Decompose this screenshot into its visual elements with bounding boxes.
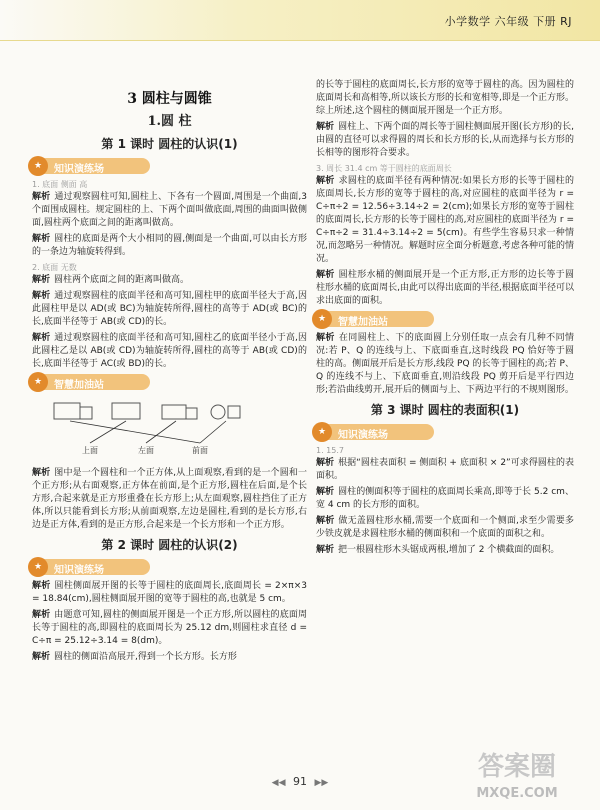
analysis-tag: 解析: [316, 458, 335, 468]
page-header: [0, 0, 600, 41]
view-label-left: 左面: [138, 446, 154, 455]
page-number: 91: [293, 775, 307, 788]
match-line: [70, 421, 200, 443]
analysis-tag: 解析: [316, 545, 335, 555]
analysis-paragraph: [32, 191, 307, 230]
analysis-paragraph: [316, 175, 574, 266]
star-icon: ★: [312, 422, 332, 442]
star-icon: ★: [28, 372, 48, 392]
analysis-text: 通过观察圆柱的底面半径和高可知,圆柱乙的底面半径小于高,因此圆柱乙是以 AB(或 CD)为轴旋转所得,圆柱的高等于 AB(或 CD)的长,底面半径等于 AC(或 BD)的长。: [32, 333, 307, 369]
analysis-text: 圆柱上、下两个面的周长等于圆柱侧面展开图(长方形)的长,由圆的直径可以求得圆的周长和长方形的长,从而选择与长方形的长相等的图形符合要求。: [316, 122, 574, 158]
analysis-tag: 解析: [316, 516, 335, 526]
analysis-tag: 解析: [316, 487, 335, 497]
analysis-text: 圆柱的侧面沿高展开,得到一个长方形。长方形: [54, 652, 237, 662]
analysis-paragraph: [32, 651, 307, 664]
answer-line: 1. 15.7: [316, 446, 344, 455]
match-line: [200, 421, 226, 443]
analysis-text: 圆柱侧面展开图的长等于圆柱的底面周长,底面周长 = 2×π×3 = 18.84(cm),圆柱侧面展开图的宽等于圆柱的高,也就是 5 cm。: [32, 581, 307, 604]
analysis-text: 根据“圆柱表面积 = 侧面积 + 底面积 × 2”可求得圆柱的表面积。: [316, 458, 574, 481]
prev-arrow-icon: ◀◀: [271, 778, 286, 788]
answer-line: 3. 周长 31.4 cm 等于圆柱的底面周长: [316, 164, 452, 173]
next-arrow-icon: ▶▶: [314, 778, 329, 788]
banner-label: 智慧加油站: [338, 317, 388, 328]
analysis-text: 通过观察圆柱的底面半径和高可知,圆柱甲的底面半径大于高,因此圆柱甲是以 AD(或 BC)为轴旋转所得,圆柱的高等于 AD(或 BC)的长,底面半径等于 AB(或 CD)的长。: [32, 291, 307, 327]
analysis-paragraph: [316, 515, 574, 541]
unit-title: 3 圆柱与圆锥: [127, 91, 212, 107]
analysis-paragraph: [32, 609, 307, 648]
analysis-paragraph: [316, 544, 574, 557]
analysis-tag: 解析: [32, 291, 51, 301]
analysis-tag: 解析: [32, 652, 51, 662]
answer-line: 2. 底面 无数: [32, 263, 77, 272]
match-line: [146, 421, 176, 443]
banner-wisdom-1: [32, 374, 150, 390]
analysis-tag: 解析: [316, 270, 335, 280]
lesson-title-2: 第 2 课时 圆柱的认识(2): [101, 538, 238, 552]
star-icon: ★: [312, 309, 332, 329]
analysis-paragraph: [316, 457, 574, 483]
banner-label: 知识演练场: [54, 565, 104, 576]
analysis-paragraph: [316, 332, 574, 397]
analysis-tag: 解析: [32, 468, 51, 478]
banner-label: 知识演练场: [338, 430, 388, 441]
analysis-paragraph: [32, 233, 307, 259]
analysis-tag: 解析: [316, 333, 335, 343]
banner-knowledge-3: [316, 424, 434, 440]
analysis-tag: 解析: [32, 333, 51, 343]
analysis-text: 由题意可知,圆柱的侧面展开图是一个正方形,所以圆柱的底面周长等于圆柱的高,即圆柱的底面周长为 25.12 dm,则圆柱求直径 d = C÷π = 25.12÷3.14 = 8(dm)。: [32, 610, 307, 646]
answer-line: 1. 底面 侧面 高: [32, 180, 88, 189]
analysis-text: 通过观察圆柱可知,圆柱上、下各有一个圆面,周围是一个曲面,3 个面围成圆柱。规定圆柱的上、下两个面叫做底面,周围的曲面叫做侧面,圆柱两个底面之间的距离叫做高。: [32, 192, 307, 228]
analysis-tag: 解析: [32, 234, 51, 244]
shape-circle: [211, 405, 225, 419]
banner-knowledge-1: [32, 158, 150, 174]
analysis-paragraph: [32, 580, 307, 606]
analysis-text: 在同圆柱上、下的底面圆上分别任取一点会有几种不同情况:若 P、Q 的连线与上、下底面垂直,这时线段 PQ 恰好等于圆柱的高。侧面展开后是长方形,线段 PQ 的长等于圆柱的高;若 P、Q 的连线不与上、下底面垂直,则沿线段 PQ 剪开后是平行四边形;若沿曲线剪开,展开后的侧面与上、下两边平行的不规则图形。: [316, 333, 574, 395]
analysis-paragraph: [316, 269, 574, 308]
analysis-text: 圆柱形水桶的侧面展开是一个正方形,正方形的边长等于圆柱形水桶的底面周长,由此可以得出底面的半径,根据底面半径可以求出底面的面积。: [316, 270, 574, 306]
star-icon: ★: [28, 557, 48, 577]
lesson-title-1: 第 1 课时 圆柱的认识(1): [101, 137, 238, 151]
analysis-tag: 解析: [316, 122, 335, 132]
analysis-tag: 解析: [316, 176, 335, 186]
left-column: [32, 88, 307, 667]
analysis-tag: 解析: [32, 192, 51, 202]
view-label-top: 上面: [82, 446, 98, 455]
analysis-text: 做无盖圆柱形水桶,需要一个底面和一个侧面,求至少需要多少铁皮就是求圆柱形水桶的侧面积和一个底面的面积之和。: [316, 516, 574, 539]
watermark-url: MXQE.COM: [476, 786, 558, 801]
lesson-title-3: 第 3 课时 圆柱的表面积(1): [370, 403, 520, 417]
analysis-tag: 解析: [32, 275, 51, 285]
shape-rect: [112, 403, 140, 419]
analysis-text: 图中是一个圆柱和一个正方体,从上面观察,看到的是一个圆和一个正方形;从右面观察,正方体在前面,是个正方形,圆柱在后面,是个长方形,合起来就是正方形重叠在长方形上;从左面观察,圆柱挡住了正方体,所以只能看到长方形;从前面观察,左边是圆柱,看到的是长方形,右边是正方体,看到的是正方形,合起来是一个长方形和一个正方形。: [32, 468, 307, 530]
analysis-tag: 解析: [32, 581, 51, 591]
analysis-paragraph: [32, 274, 307, 287]
shape-rect: [54, 403, 80, 419]
analysis-paragraph: [316, 121, 574, 160]
banner-wisdom-2: [316, 311, 434, 327]
banner-label: 知识演练场: [54, 164, 104, 175]
shape-square: [228, 406, 240, 418]
right-column: [316, 79, 574, 560]
section-title: 1.圆 柱: [147, 114, 192, 129]
match-line: [90, 421, 126, 443]
analysis-paragraph: [32, 332, 307, 371]
analysis-text: 圆柱两个底面之间的距离叫做高。: [54, 275, 190, 285]
star-icon: ★: [28, 156, 48, 176]
watermark-text: 答案圈: [477, 752, 557, 782]
shape-square: [80, 407, 92, 419]
view-matching-figure: [50, 399, 250, 457]
continued-paragraph: 的长等于圆柱的底面周长,长方形的宽等于圆柱的高。因为圆柱的底面周长和高相等,所以该长方形的长和宽相等,即是一个正方形。综上所述,这个圆柱的侧面展开图是一个正方形。: [316, 80, 574, 116]
analysis-paragraph: [32, 290, 307, 329]
shape-square: [186, 408, 197, 419]
analysis-paragraph: [32, 467, 307, 532]
banner-knowledge-2: [32, 559, 150, 575]
header-text: 小学数学 六年级 下册 RJ: [444, 15, 572, 28]
view-label-front: 前面: [192, 446, 208, 455]
banner-label: 智慧加油站: [54, 380, 104, 391]
watermark-logo: [442, 745, 592, 805]
analysis-paragraph: [316, 486, 574, 512]
analysis-text: 求圆柱的底面半径有两种情况:如果长方形的长等于圆柱的底面周长,长方形的宽等于圆柱的高,对应圆柱的底面半径为 r = C÷π÷2 = 12.56÷3.14÷2 = 2(cm);如果长方形的宽等于圆柱的底面周长,长方形的长等于圆柱的高,对应圆柱的底面半径为 r = C÷π÷2 = 31.4÷3.14÷2 = 5(cm)。有些学生容易只求一种情况,而忽略另一种情况。解题时应全面分析题意,考虑各种可能的情况。: [316, 176, 574, 264]
shape-rect: [162, 405, 186, 419]
analysis-tag: 解析: [32, 610, 51, 620]
analysis-text: 圆柱的侧面积等于圆柱的底面周长乘高,即等于长 5.2 cm、宽 4 cm 的长方形的面积。: [316, 487, 574, 510]
analysis-text: 把一根圆柱形木头锯成两根,增加了 2 个横截面的面积。: [338, 545, 560, 555]
analysis-text: 圆柱的底面是两个大小相同的圆,侧面是一个曲面,可以由长方形的一条边为轴旋转得到。: [32, 234, 307, 257]
